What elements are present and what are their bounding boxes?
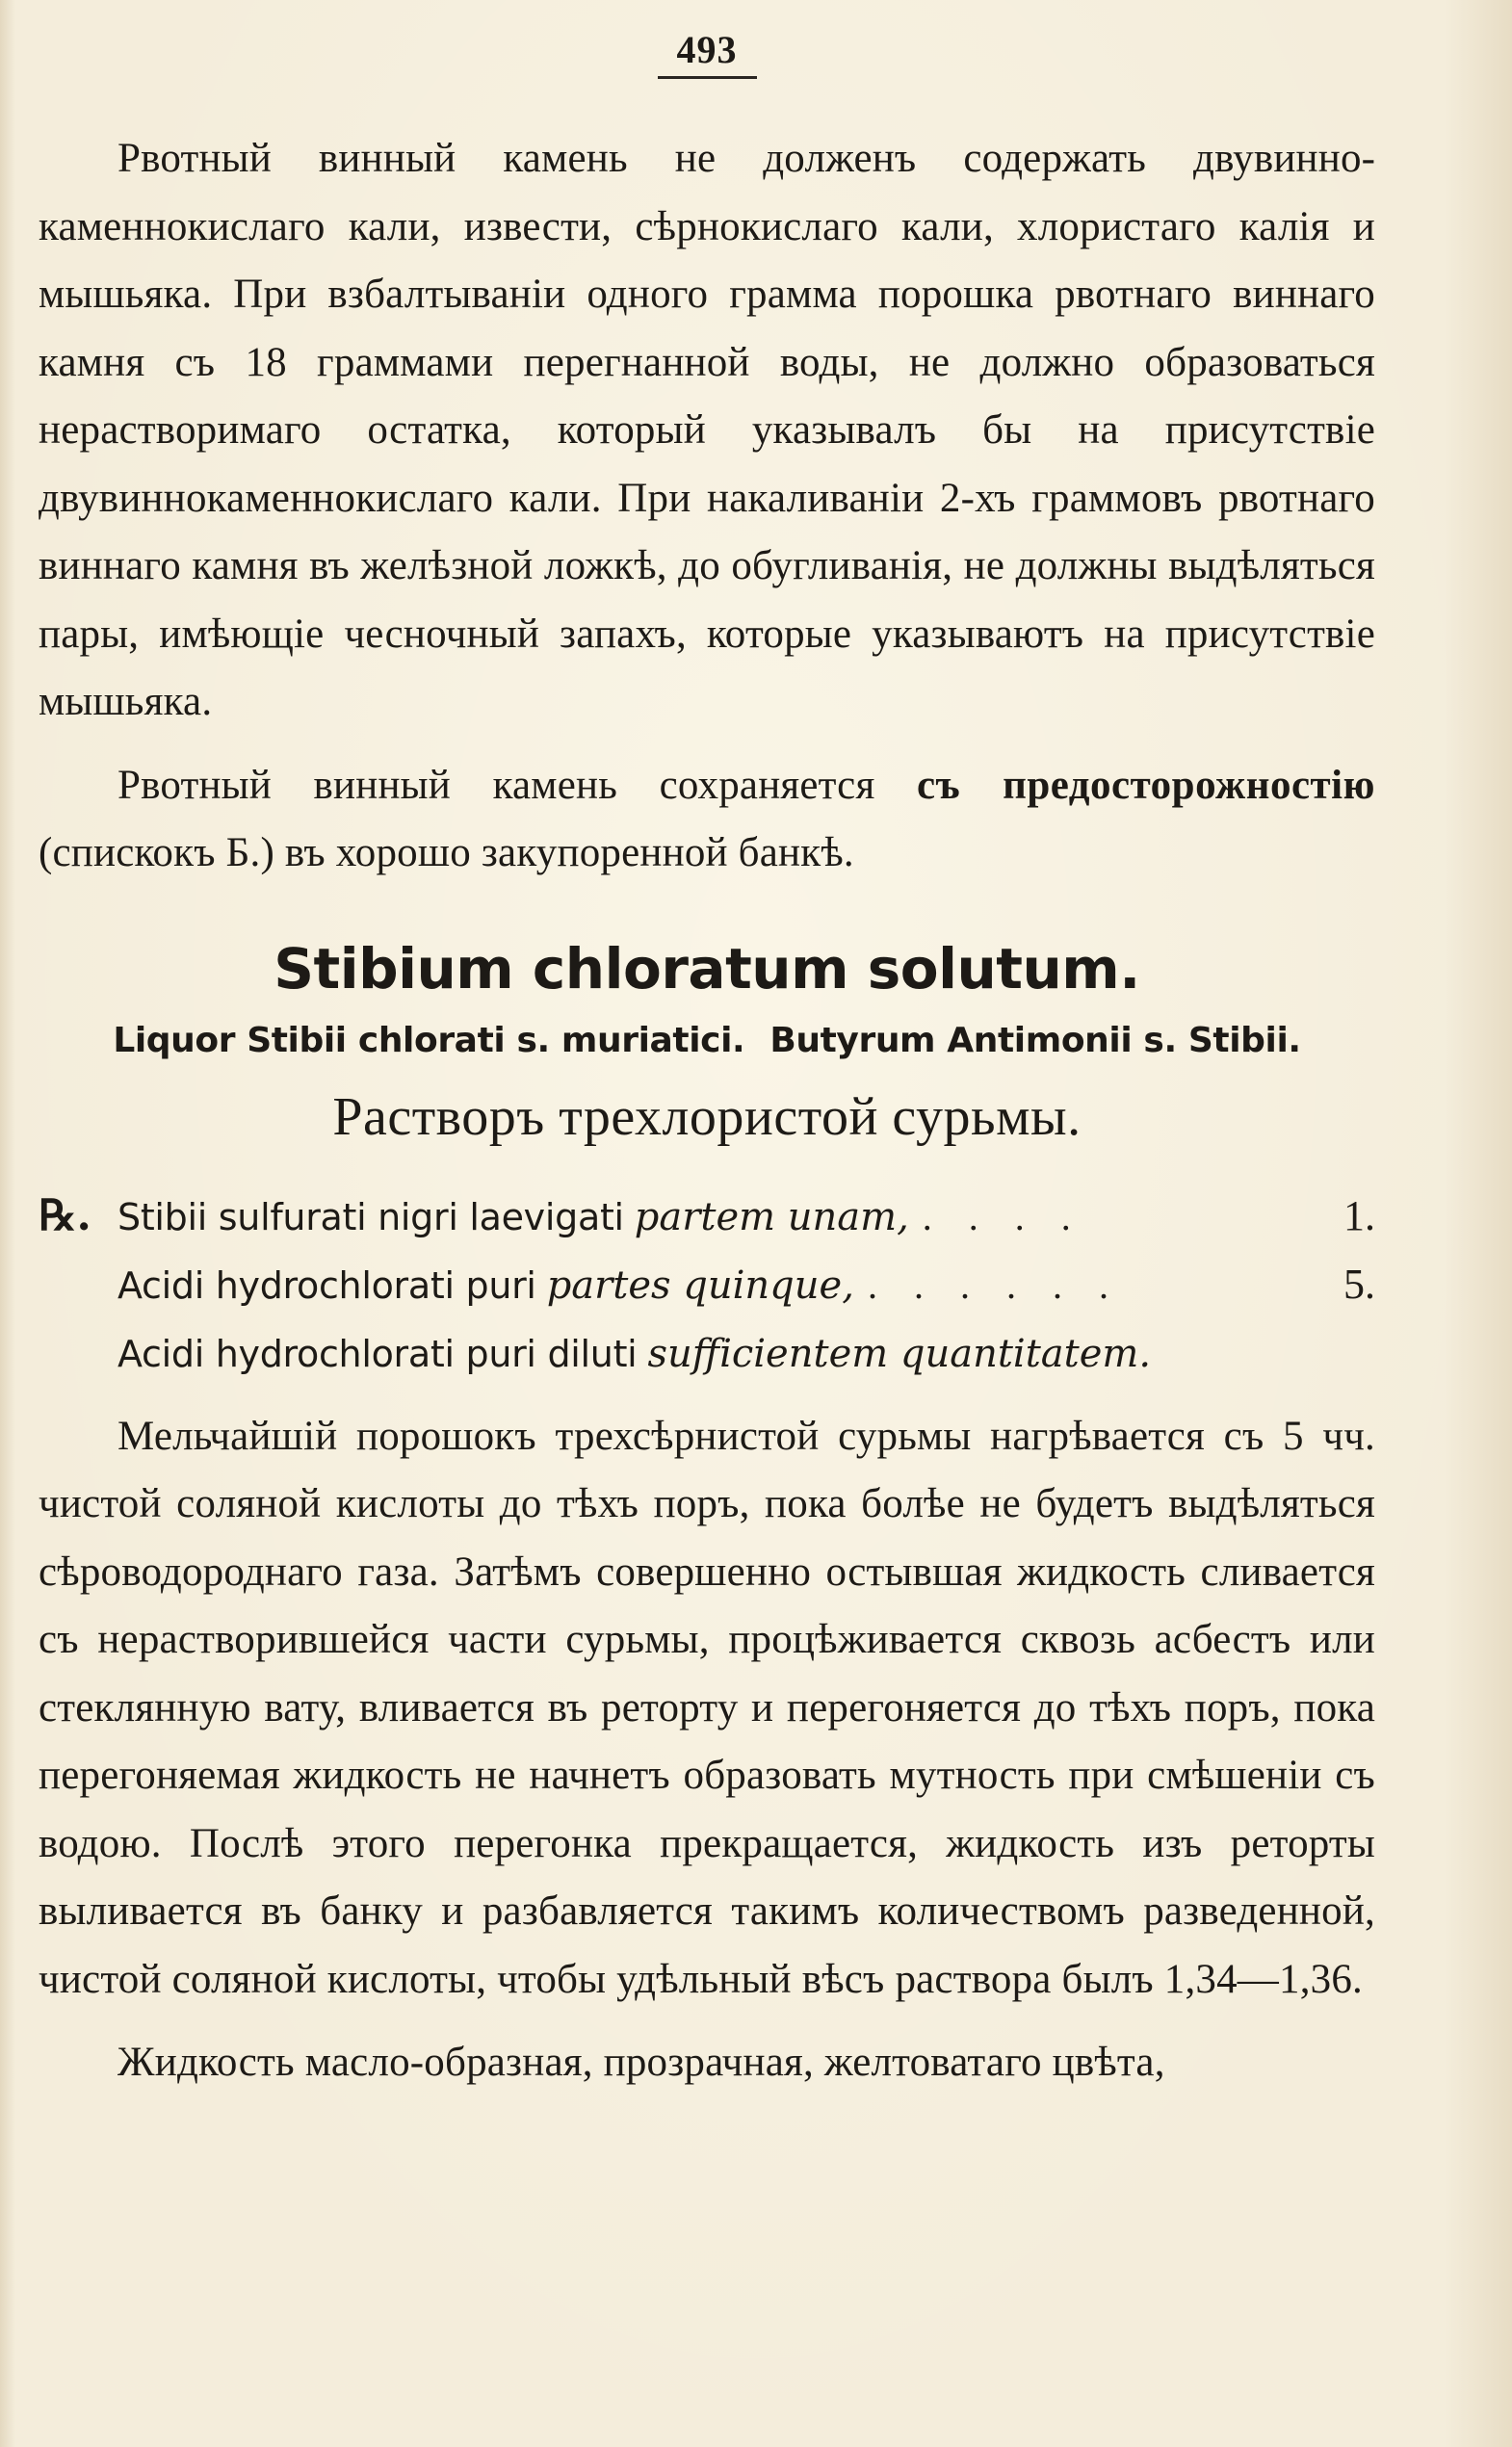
ingredient-latin: Stibii sulfurati nigri laevigati [117, 1195, 624, 1238]
article-russian-title: Растворъ трехлористой сурьмы. [332, 1086, 1082, 1147]
storage-emphasis: съ предосторожностію [917, 762, 1375, 808]
recipe-block [39, 1183, 1375, 1388]
leader-dots: . . . . . . [867, 1263, 1122, 1307]
recipe-line [39, 1251, 1375, 1319]
recipe-symbol: ℞. [39, 1190, 91, 1240]
recipe-line [39, 1319, 1375, 1388]
synonym-butyrum: Butyrum Antimonii s. Stibii. [769, 1020, 1301, 1060]
paragraph-purity-tests: Рвотный винный камень не долженъ содержать двувиннокаменнокислаго кали, извести, сѣрнокислаго кали, хлористаго калія и мышьяка. При взбалтываніи одного грамма порошка рвотнаго виннаго камня съ 18 граммами перегнанной воды, не должно образоваться нерастворимаго остатка, который указывалъ бы на присутствіе двувиннокаменнокислаго кали. При накаливаніи 2-хъ граммовъ рвотнаго виннаго камня въ желѣзной ложкѣ, до обугливанія, не должны выдѣляться пары, имѣющіе чесночный запахъ, которые указываютъ на присутствіе мышьяка. [39, 136, 1375, 724]
page-gutter-shadow [0, 0, 15, 2447]
leader-dots: . . . . [922, 1194, 1084, 1238]
page-number: 493 [658, 21, 757, 79]
ingredient-quantity: 5. [1343, 1260, 1375, 1308]
recipe-line [39, 1183, 1375, 1251]
article-title: Stibium chloratum solutum. [274, 935, 1140, 1002]
ingredient-latin: Acidi hydrochlorati puri diluti [117, 1332, 638, 1375]
page-header [39, 21, 1375, 81]
ingredient-amount: sufficientem quantitatem. [647, 1331, 1152, 1376]
article-synonyms [39, 1013, 1375, 1069]
page-edge-shadow [1445, 0, 1512, 2447]
ingredient-amount: partes quinque, [546, 1263, 854, 1308]
paragraph-storage [39, 752, 1375, 888]
recipe-ingredient [117, 1319, 1151, 1388]
ingredient-quantity: 1. [1343, 1191, 1375, 1239]
recipe-ingredient [117, 1251, 854, 1319]
paragraph-preparation: Мельчайшій порошокъ трехсѣрнистой сурьмы нагрѣвается съ 5 чч. чистой соляной кислоты до тѣхъ поръ, пока болѣе не будетъ выдѣляться сѣроводороднаго газа. Затѣмъ совершенно остывшая жидкость сливается съ нерастворившейся части сурьмы, процѣживается сквозь асбестъ или стеклянную вату, вливается въ реторту и перегоняется до тѣхъ поръ, пока перегоняемая жидкость не начнетъ образовать мутность при смѣшеніи съ водою. Послѣ этого перегонка прекращается, жидкость изъ реторты выливается въ банку и разбавляется такимъ количествомъ разведенной, чистой соляной кислоты, чтобы удѣльный вѣсъ раствора былъ 1,34—1,36. [39, 1413, 1375, 2002]
ingredient-amount: partem unam, [634, 1194, 909, 1239]
storage-text-after: (спискокъ Б.) въ хорошо закупоренной банкѣ. [39, 830, 854, 875]
storage-text-before: Рвотный винный камень сохраняется [117, 762, 918, 808]
page-body [39, 125, 1375, 2097]
ingredient-latin: Acidi hydrochlorati puri [117, 1263, 536, 1307]
synonym-liquor: Liquor Stibii chlorati s. muriatici. [113, 1020, 745, 1060]
paragraph-description: Жидкость масло-образная, прозрачная, желтоватаго цвѣта, [117, 2040, 1165, 2085]
recipe-ingredient [117, 1183, 909, 1251]
